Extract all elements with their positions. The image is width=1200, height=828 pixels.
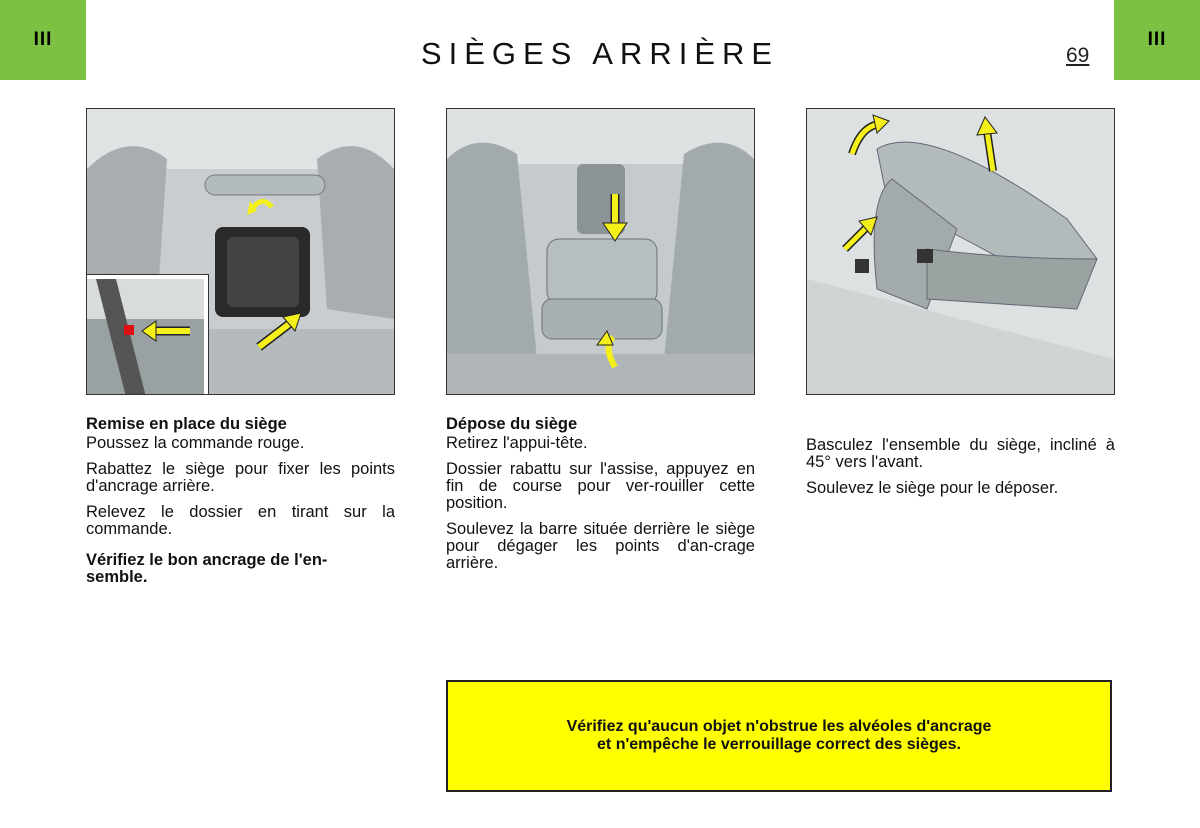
paragraph-removal-2: Dossier rabattu sur l'assise, appuyez en fin de course pour ver-rouiller cette position. <box>446 460 755 512</box>
section-tab-right <box>1114 0 1200 80</box>
paragraph-refit-check <box>86 552 395 586</box>
text-column-removal <box>446 416 755 581</box>
section-tab-left <box>0 0 86 80</box>
paragraph-removal-3: Soulevez la barre située derrière le siège pour dégager les points d'an-crage arrière. <box>446 520 755 572</box>
paragraph-refit-1: Poussez la commande rouge. <box>86 434 305 452</box>
section-tab-right-label: III <box>1147 29 1167 50</box>
paragraph-tilt-1: Basculez l'ensemble du siège, incliné à 45° vers l'avant. <box>806 436 1115 471</box>
check-line-2: semble. <box>86 568 148 586</box>
paragraph-refit-3: Relevez le dossier en tirant sur la commande. <box>86 503 395 538</box>
paragraph-refit-2: Rabattez le siège pour fixer les points d'ancrage arrière. <box>86 460 395 495</box>
illustration-seat-refit <box>86 108 395 395</box>
heading-removal: Dépose du siège <box>446 415 578 433</box>
warning-box <box>446 680 1112 792</box>
section-tab-left-label: III <box>33 29 53 50</box>
illustration-seat-removal <box>446 108 755 395</box>
page-title: SIÈGES ARRIÈRE <box>420 36 780 71</box>
warning-line-2: et n'empêche le verrouillage correct des sièges. <box>597 736 961 753</box>
text-column-tilt <box>806 437 1115 506</box>
illustration-seat-tilt <box>806 108 1115 395</box>
text-column-refit <box>86 416 395 595</box>
warning-line-1: Vérifiez qu'aucun objet n'obstrue les alvéoles d'ancrage <box>566 718 992 735</box>
heading-refit: Remise en place du siège <box>86 415 287 433</box>
paragraph-removal-1: Retirez l'appui-tête. <box>446 434 588 452</box>
paragraph-tilt-2: Soulevez le siège pour le déposer. <box>806 479 1059 497</box>
check-line-1: Vérifiez le bon ancrage de l'en- <box>86 551 328 569</box>
page-number: 69 <box>1066 44 1090 67</box>
